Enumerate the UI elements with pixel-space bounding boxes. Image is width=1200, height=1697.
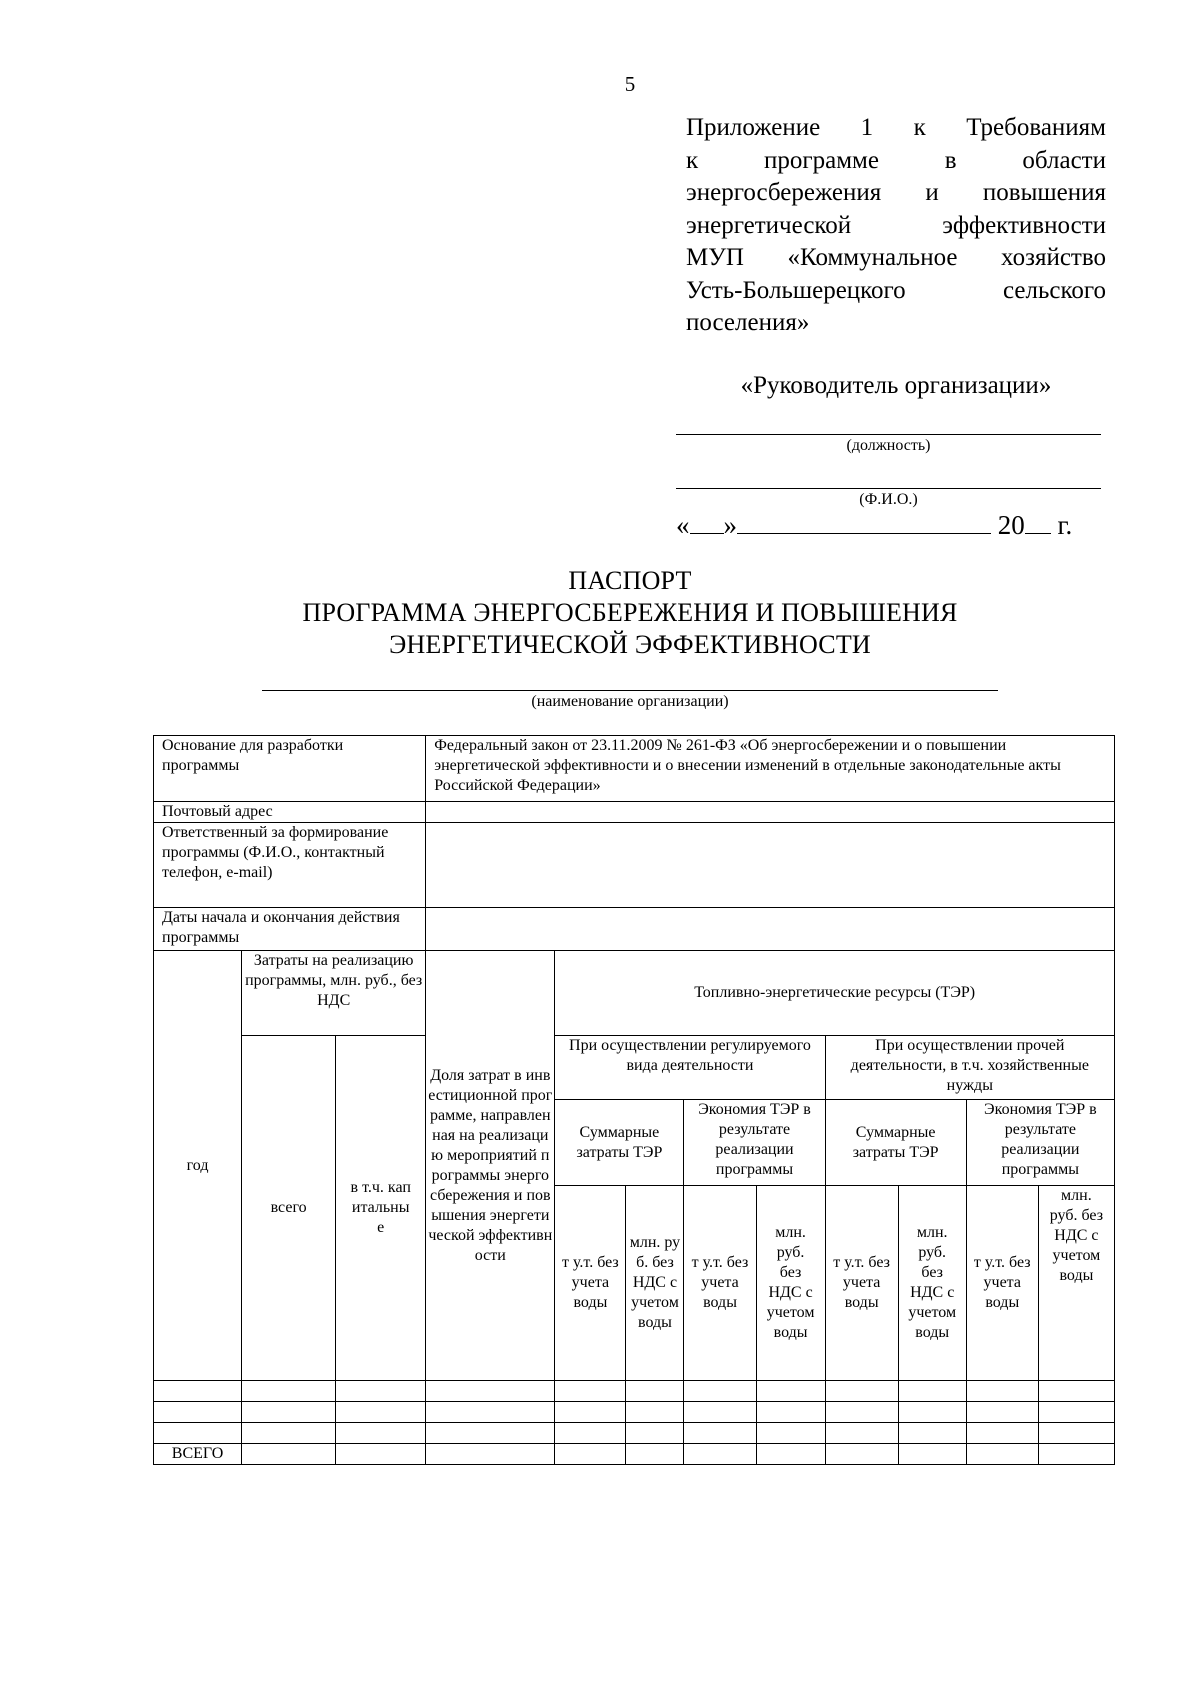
name-signature-line xyxy=(676,488,1101,489)
total-row-label: ВСЕГО xyxy=(154,1444,242,1465)
other-sum-costs-header: Суммарные затраты ТЭР xyxy=(825,1100,966,1186)
other-savings-mln-header: млн. руб. без НДС с учетом воды xyxy=(1038,1186,1114,1381)
responsible-value-cell xyxy=(426,823,1115,908)
table-row xyxy=(154,1423,1115,1444)
dates-label-cell: Даты начала и окончания действия программы xyxy=(154,908,426,951)
regulated-savings-mln-header: млн. руб. без НДС с учетом воды xyxy=(756,1186,825,1381)
passport-table xyxy=(153,735,1115,1465)
date-quote-close: » xyxy=(723,510,737,540)
regulated-savings-header: Экономия ТЭР в результате реализации программы xyxy=(684,1100,825,1186)
costs-header: Затраты на реализацию программы, млн. руб., без НДС xyxy=(242,951,426,1036)
other-activity-header: При осуществлении прочей деятельности, в т.ч. хозяйственные нужды xyxy=(825,1036,1114,1100)
responsible-label-cell: Ответственный за формирование программы (Ф.И.О., контактный телефон, e-mail) xyxy=(154,823,426,908)
other-sum-mln-header: млн. руб. без НДС с учетом воды xyxy=(898,1186,966,1381)
dates-value-cell xyxy=(426,908,1115,951)
capital-cost-header: в т.ч. капитальные xyxy=(336,1036,426,1381)
month-blank xyxy=(737,511,991,534)
organization-caption: (наименование организации) xyxy=(531,693,729,710)
regulated-activity-header: При осуществлении регулируемого вида деятельности xyxy=(555,1036,825,1100)
year-prefix: 20 xyxy=(997,510,1025,540)
basis-value-cell: Федеральный закон от 23.11.2009 № 261-ФЗ «Об энергосбережении и о повышении энергетической эффективности и о внесении изменений в отдельные законодательные акты Российской Федерации» xyxy=(426,736,1115,802)
other-savings-tut-header: т у.т. без учета воды xyxy=(966,1186,1038,1381)
table-row xyxy=(154,1402,1115,1423)
table-row xyxy=(154,802,1115,823)
program-heading: ПРОГРАММА ЭНЕРГОСБЕРЕЖЕНИЯ И ПОВЫШЕНИЯ xyxy=(302,598,958,627)
program-heading-cont: ЭНЕРГЕТИЧЕСКОЙ ЭФФЕКТИВНОСТИ xyxy=(389,630,871,659)
table-row xyxy=(154,736,1115,802)
regulated-savings-tut-header: т у.т. без учета воды xyxy=(684,1186,756,1381)
appendix-line: Приложение 1 к Требованиям xyxy=(686,114,1106,141)
regulated-sum-tut-header: т у.т. без учета воды xyxy=(555,1186,626,1381)
ter-header: Топливно-энергетические ресурсы (ТЭР) xyxy=(555,951,1115,1036)
approval-title: «Руководитель организации» xyxy=(740,372,1052,399)
passport-heading: ПАСПОРТ xyxy=(568,566,692,595)
other-sum-tut-header: т у.т. без учета воды xyxy=(825,1186,898,1381)
table-row xyxy=(154,823,1115,908)
total-row xyxy=(154,1444,1115,1465)
organization-name-line xyxy=(262,690,998,691)
table-row xyxy=(154,1381,1115,1402)
basis-label-cell: Основание для разработки программы xyxy=(154,736,426,802)
appendix-line: поселения» xyxy=(686,309,810,336)
page-number: 5 xyxy=(624,72,636,96)
appendix-line: к программе в области xyxy=(686,146,1106,174)
address-value-cell xyxy=(426,802,1115,823)
total-cost-header: всего xyxy=(242,1036,336,1381)
day-blank xyxy=(690,511,724,534)
appendix-note xyxy=(686,112,1106,340)
position-signature-line xyxy=(676,434,1101,435)
position-caption: (должность) xyxy=(846,437,931,454)
address-label-cell: Почтовый адрес xyxy=(154,802,426,823)
other-savings-header: Экономия ТЭР в результате реализации программы xyxy=(966,1100,1114,1186)
date-quote-open: « xyxy=(676,510,690,540)
share-header: Доля затрат в инвестиционной программе, направленная на реализацию мероприятий программы энергосбережения и повышения энергетической эффективности xyxy=(426,951,555,1381)
regulated-sum-costs-header: Суммарные затраты ТЭР xyxy=(555,1100,684,1186)
approval-date-line xyxy=(676,510,1106,541)
appendix-line: энергетической эффективности xyxy=(686,211,1106,239)
appendix-line: энергосбережения и повышения xyxy=(686,179,1106,206)
appendix-line: Усть-Большерецкого сельского xyxy=(686,276,1106,304)
header-row xyxy=(154,1036,1115,1100)
regulated-sum-mln-header: млн. руб. без НДС с учетом воды xyxy=(626,1186,684,1381)
appendix-line: МУП «Коммунальное хозяйство xyxy=(686,244,1106,271)
year-suffix: г. xyxy=(1057,510,1073,540)
header-row xyxy=(154,951,1115,1036)
year-blank xyxy=(1025,511,1051,534)
name-caption: (Ф.И.О.) xyxy=(859,491,918,508)
year-header: год xyxy=(154,951,242,1381)
table-row xyxy=(154,908,1115,951)
